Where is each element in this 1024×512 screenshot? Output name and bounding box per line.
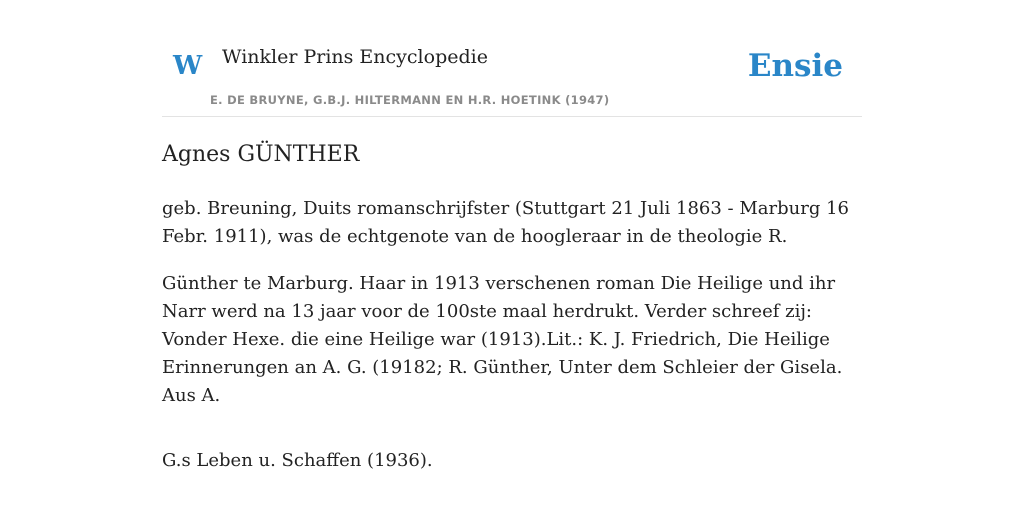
article-paragraph: G.s Leben u. Schaffen (1936). <box>162 450 433 471</box>
article-title: Agnes GÜNTHER <box>162 142 360 167</box>
article-paragraph: Günther te Marburg. Haar in 1913 verschenen roman Die Heilige und ihr Narr werd na 13 jaar voor de 100ste maal herdrukt. Verder schreef zij: Vonder Hexe. die eine Heilige war (1913).Lit.: K. J. Friedrich, Die Heilige Erinnerungen an A. G. (19182; R. Günther, Unter dem Schleier der Gisela. Aus A. <box>162 273 843 406</box>
source-authors: E. DE BRUYNE, G.B.J. HILTERMANN EN H.R. HOETINK (1947) <box>210 93 610 107</box>
article <box>162 138 864 494</box>
source-title[interactable]: Winkler Prins Encyclopedie <box>222 46 488 68</box>
ensie-logo-link[interactable]: Ensie <box>747 48 843 84</box>
source-header <box>162 40 862 117</box>
article-paragraph: geb. Breuning, Duits romanschrijfster (Stuttgart 21 Juli 1863 - Marburg 16 Febr. 1911), was de echtgenote van de hoogleraar in de theologie R. <box>162 198 849 247</box>
source-logo[interactable]: W <box>173 51 203 81</box>
